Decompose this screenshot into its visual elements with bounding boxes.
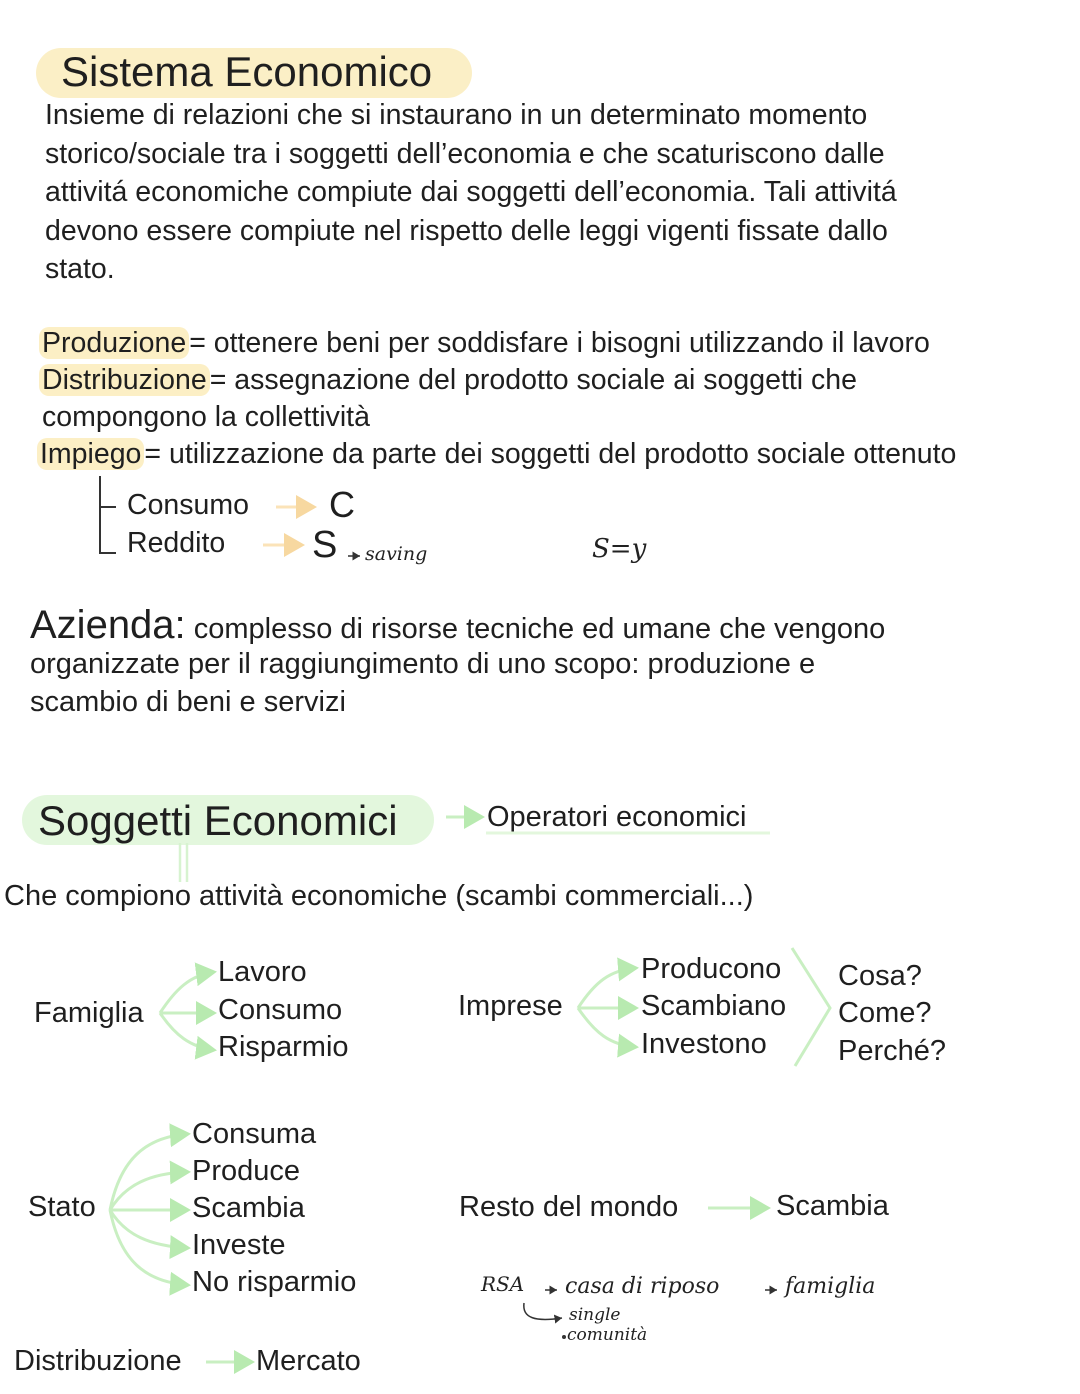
famiglia-connector bbox=[160, 1013, 214, 1050]
rsa-famiglia: famiglia bbox=[785, 1274, 876, 1299]
azienda-line-3: scambio di beni e servizi bbox=[30, 686, 346, 718]
famiglia-item: Lavoro bbox=[218, 956, 307, 988]
rsa-comunita: comunità bbox=[567, 1325, 648, 1345]
imprese-item: Scambiano bbox=[641, 990, 787, 1022]
tree-bracket bbox=[100, 476, 116, 553]
mercato-label: Mercato bbox=[256, 1345, 361, 1377]
famiglia-label: Famiglia bbox=[34, 997, 144, 1029]
imprese-question: Perché? bbox=[838, 1035, 947, 1067]
imprese-item: Investono bbox=[641, 1028, 767, 1060]
page-title: Sistema Economico bbox=[61, 48, 433, 95]
body-line: storico/sociale tra i soggetti dell’economia e che scaturiscono dalle bbox=[45, 137, 885, 170]
imprese-question: Cosa? bbox=[838, 960, 922, 992]
body-line: stato. bbox=[45, 253, 115, 285]
stato-item: Produce bbox=[192, 1155, 301, 1187]
body-line: Insieme di relazioni che si instaurano in un determinato momento bbox=[45, 99, 868, 131]
rsa-single: single bbox=[569, 1305, 621, 1325]
imprese-label: Imprese bbox=[458, 990, 563, 1022]
tree-consumo: Consumo bbox=[127, 489, 249, 521]
stato-label: Stato bbox=[28, 1191, 96, 1223]
azienda-text: complesso di risorse tecniche ed umane che vengono bbox=[185, 613, 886, 645]
bullet-dot bbox=[562, 1335, 566, 1339]
azienda-term: Azienda: bbox=[30, 603, 186, 647]
resto-target: Scambia bbox=[776, 1190, 889, 1222]
famiglia-item: Consumo bbox=[218, 994, 343, 1026]
operatori-label: Operatori economici bbox=[487, 801, 747, 833]
stato-item: Consuma bbox=[192, 1118, 317, 1150]
famiglia-connector bbox=[160, 972, 214, 1013]
rsa-casa: casa di riposo bbox=[565, 1274, 720, 1299]
stato-item: Scambia bbox=[192, 1192, 305, 1224]
famiglia-item: Risparmio bbox=[218, 1031, 349, 1063]
body-line: devono essere compiute nel rispetto delle leggi vigenti fissate dallo bbox=[45, 214, 888, 247]
stato-item: Investe bbox=[192, 1229, 286, 1261]
def-text: = utilizzazione da parte dei soggetti del prodotto sociale ottenuto bbox=[144, 438, 957, 470]
body-line: attivitá economiche compiute dai soggetti dell’economia. Tali attivitá bbox=[45, 176, 897, 208]
term-produzione: Produzione bbox=[39, 327, 189, 359]
imprese-bracket bbox=[792, 948, 830, 1066]
def-text: = ottenere beni per soddisfare i bisogni utilizzando il lavoro bbox=[189, 327, 930, 359]
soggetti-description: Che compiono attività economiche (scambi commerciali...) bbox=[4, 880, 754, 912]
symbol-c: C bbox=[329, 484, 355, 525]
stato-item: No risparmio bbox=[192, 1266, 357, 1298]
soggetti-title: Soggetti Economici bbox=[38, 797, 398, 844]
formula-note: S=y bbox=[592, 534, 647, 564]
def-distribuzione-cont: compongono la collettività bbox=[42, 401, 370, 433]
saving-note: saving bbox=[365, 543, 428, 565]
def-text: = assegnazione del prodotto sociale ai soggetti che bbox=[209, 364, 857, 396]
rsa-curve bbox=[524, 1303, 562, 1319]
term-impiego: Impiego bbox=[37, 438, 144, 470]
azienda-line-2: organizzate per il raggiungimento di uno scopo: produzione e bbox=[30, 648, 816, 680]
symbol-s: S bbox=[312, 524, 338, 566]
tree-reddito: Reddito bbox=[127, 527, 226, 559]
distribuzione-label: Distribuzione bbox=[14, 1345, 182, 1377]
imprese-connector bbox=[578, 1008, 636, 1047]
imprese-connector bbox=[578, 968, 636, 1008]
imprese-item: Producono bbox=[641, 953, 782, 985]
rsa-note: RSA bbox=[481, 1272, 525, 1296]
term-distribuzione: Distribuzione bbox=[39, 364, 210, 396]
imprese-question: Come? bbox=[838, 997, 932, 1029]
resto-label: Resto del mondo bbox=[459, 1191, 679, 1223]
